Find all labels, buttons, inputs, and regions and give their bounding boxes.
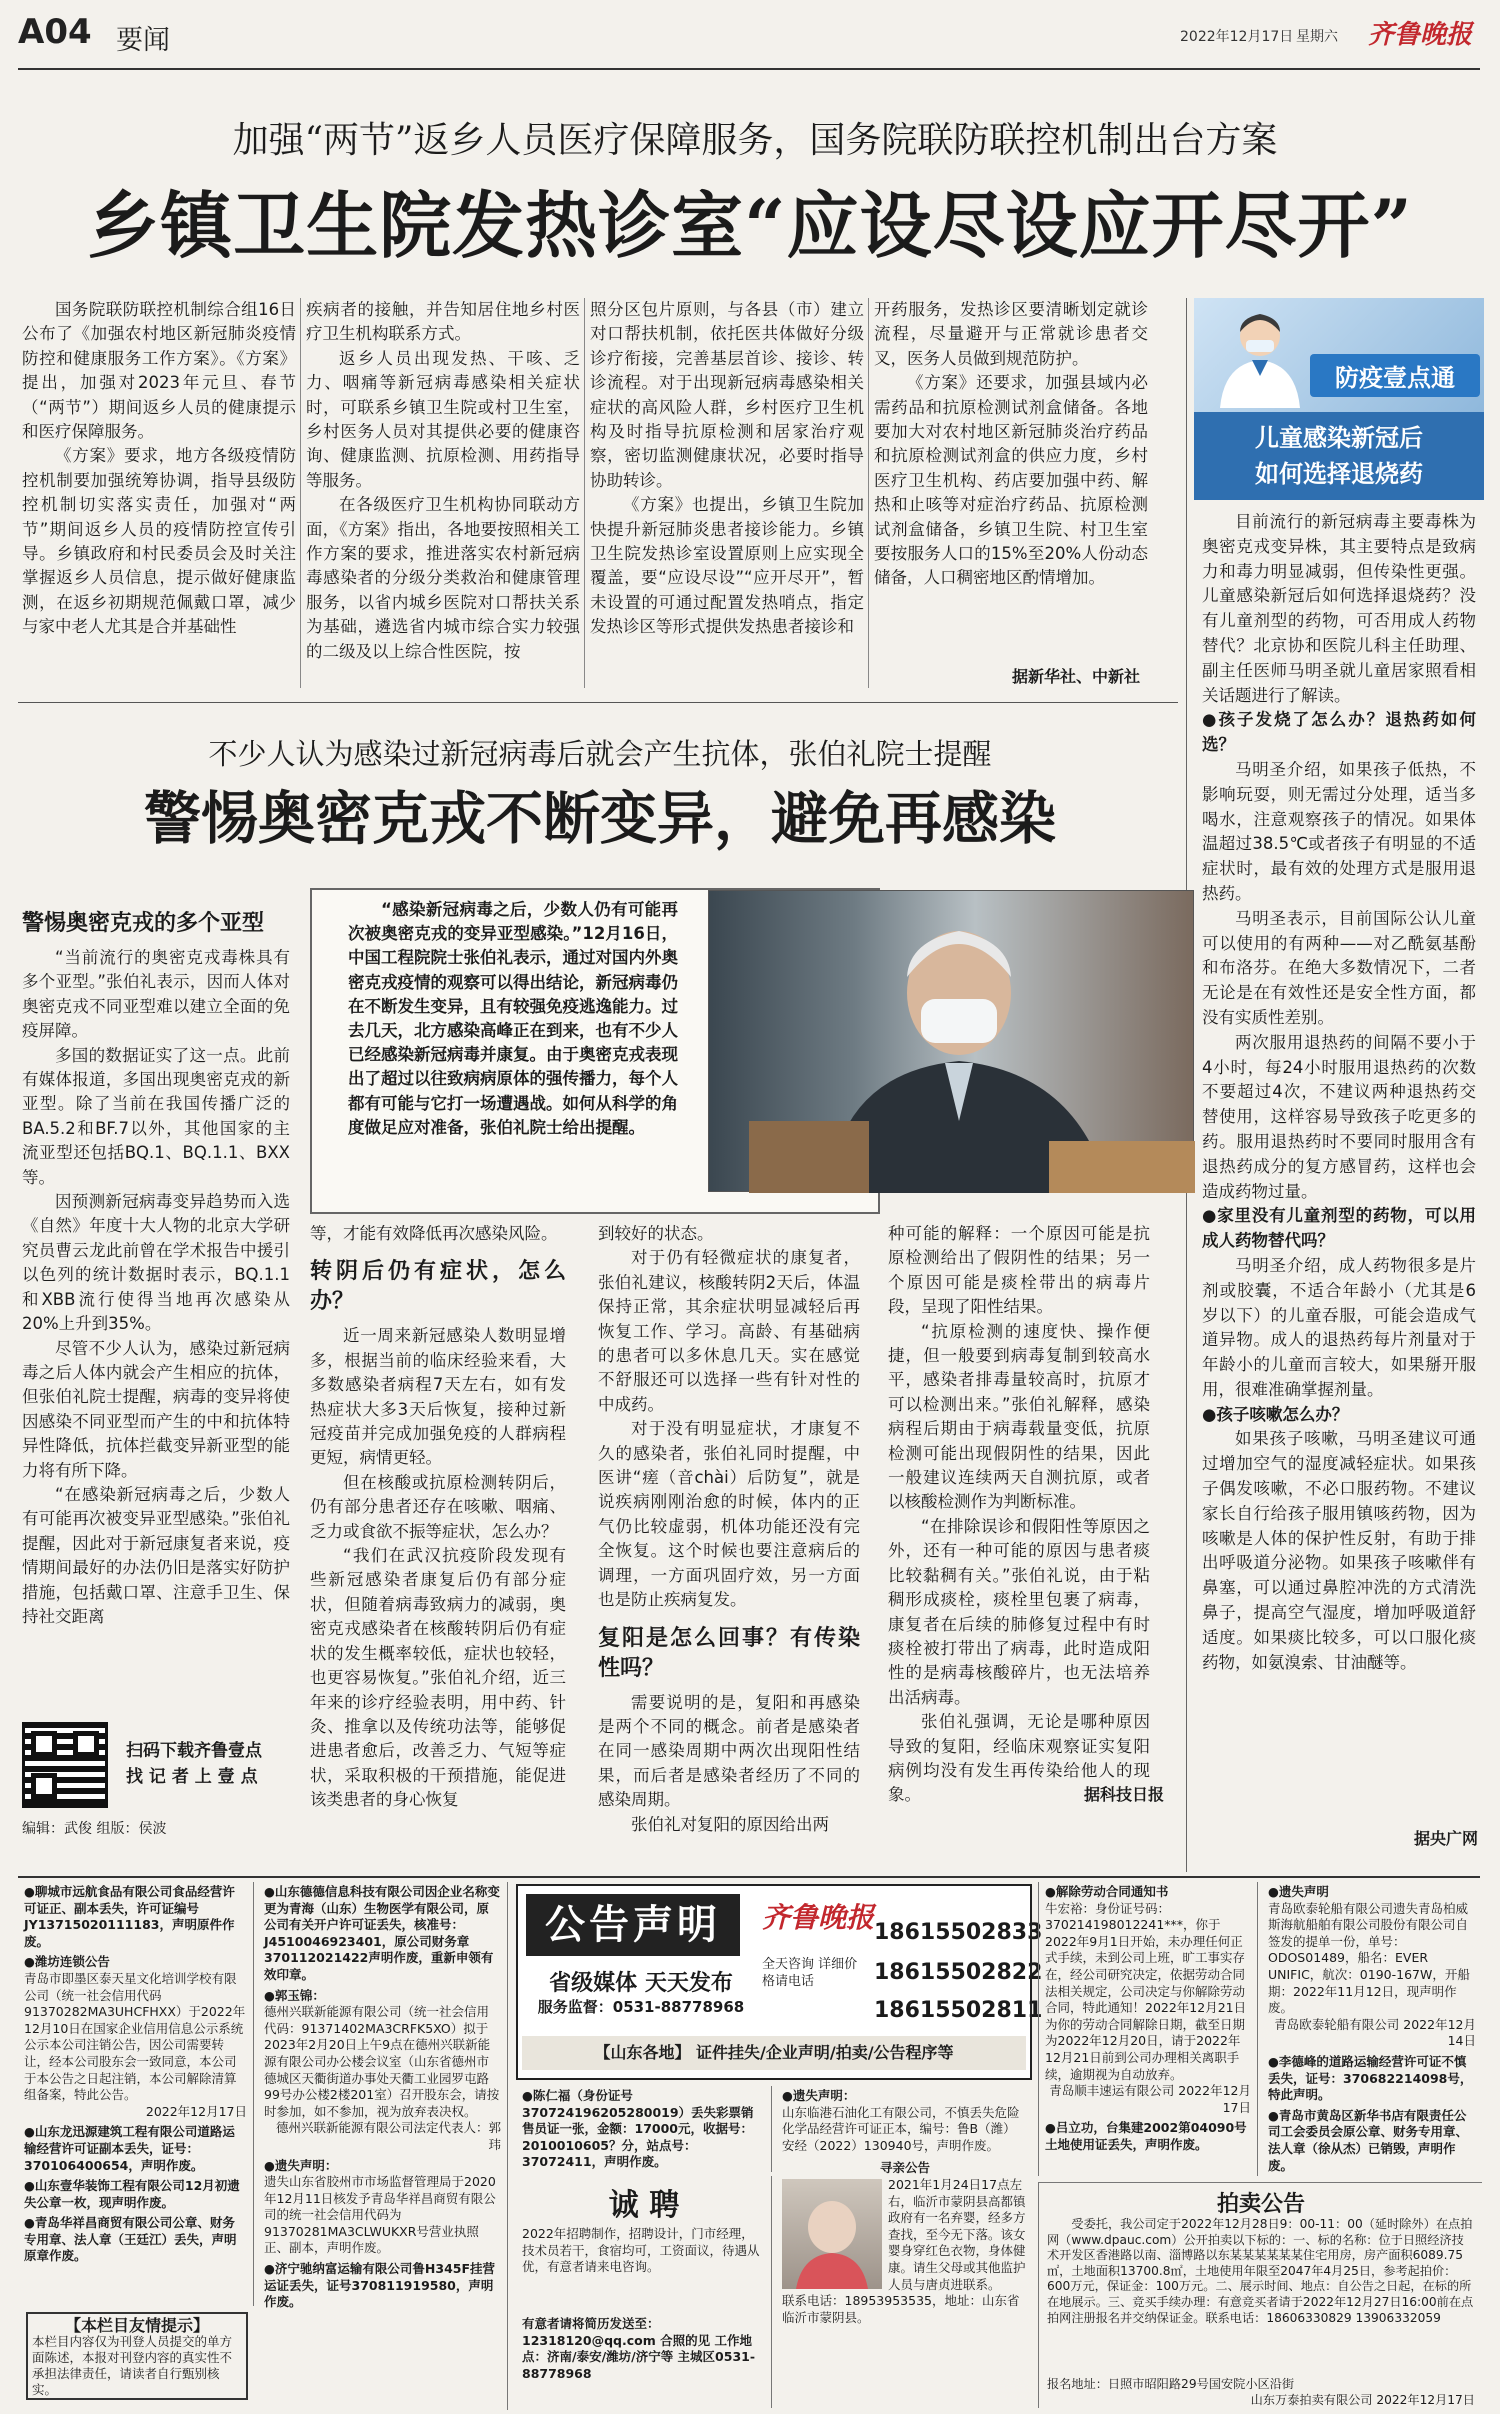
sidebar [1194,298,1484,1872]
editors: 编辑：武俊 组版：侯波 [22,1821,167,1837]
notice-paper-logo: 齐鲁晚报 [762,1901,875,1934]
lead-col-2: 疾病者的接触，并告知居住地乡村医疗卫生机构联系方式。 返乡人员出现发热、干咳、乏力、咽痛等新冠病毒感染相关症状时，可联系乡镇卫生院或村卫生室，乡村医务人员对其提供必要的健康咨询、健康监测、抗原检测、用药指导等服务。 在各级医疗卫生机构协同联动方面，《方案》指出，各地要按照相关工作方案的要求，推进落实农村新冠病毒感染者的分级分类救治和健康管理服务，以省内城乡医院对口帮扶关系为基础，遴选省内城市综合实力较强的二级及以上综合性医院，按 [306,300,580,661]
notice-phone-2[interactable]: 18615502822 [874,1960,1043,1985]
missing-child-photo [782,2179,882,2289]
qr-caption: 扫码下载齐鲁壹点 找 记 者 上 壹 点 [126,1741,262,1787]
second-col-3: 到较好的状态。 对于仍有轻微症状的康复者，张伯礼建议，核酸转阴2天后，体温保持正常，其余症状明显减轻后再恢复工作、学习。高龄、有基础病的患者可以多休息几天。实在感觉不舒服还可以选择一些有针对性的中成药。 对于没有明显症状，才康复不久的感染者，张伯礼同时提醒，中医讲“瘥（音chài）后防复”，就是说疾病刚刚治愈的时候，体内的正气仍比较虚弱，机体功能还没有完全恢复。这个时候也要注意病后的调理，一方面巩固疗效，另一方面也是防止疾病复发。 复阳是怎么回事？有传染性吗？ 需要说明的是，复阳和再感染是两个不同的概念。前者是感染者在同一感染周期中两次出现阳性结果，而后者是感染者经历了不同的感染周期。 张伯礼对复阳的原因给出两 [598,1224,860,1834]
ads-col-2: ●山东德德信息科技有限公司因企业名称变更为青海（山东）生物医学有限公司，原公司有关开户许可证丢失，核准号：J4510046923401，原公司财务章370112021422声明作废，重新申领有效印章。 ●郭玉锦： 德州兴联新能源有限公司（统一社会信用代码：91371402MA3CRFK5XO）拟于2023年2月20日上午9点在德州兴联新能源有限公司办公楼会议室（山东省德州市德城区天衢街道办事处天衢工业园罗屯路99号办公楼2楼201室）召开股东会，请按时参加，如不参加，视为放弃表决权。 德州兴联新能源有限公司法定代表人：郭玮 ●遗失声明： 遗失山东省胶州市市场监督管理局于2020年12月11日核发予青岛华祥昌商贸有限公司的统一社会信用代码为91370281MA3CLWUKXR号营业执照正、副本，声明作废。 ●济宁驰纳富运输有限公司鲁H345F挂营运证丢失，证号370811919580，声明作废。 [258,1882,508,2410]
notice-phone-1[interactable]: 18615502833 [874,1920,1043,1945]
sidebar-banner [1194,298,1484,412]
notice-slogan-2: 全天咨询 详细价格请电话 [762,1957,858,1989]
second-col-2: 等，才能有效降低再次感染风险。 转阴后仍有症状，怎么办？ 近一周来新冠感染人数明显增多，根据当前的临床经验来看，大多数感染者病程7天左右，如有发热症状大多3天后恢复，接种过新冠疫苗并完成加强免疫的人群病程更短，病情更轻。 但在核酸或抗原检测转阴后，仍有部分患者还存在咳嗽、咽痛、乏力或食欲不振等症状，怎么办？ “我们在武汉抗疫阶段发现有些新冠感染者康复后仍有部分症状，但随着病毒致病力的减弱，奥密克戎感染者在核酸转阴后仍有症状的发生概率较低，症状也较轻，也更容易恢复。”张伯礼介绍，近三年来的诊疗经验表明，用中药、针灸、推拿以及传统功法等，能够促进患者愈后，改善乏力、气短等症状，采取积极的干预措施，能促进该类患者的身心恢复 [310,1224,566,1810]
second-credit: 据科技日报 [1083,1785,1164,1804]
lead-col-4: 开药服务，发热诊区要清晰划定就诊流程，尽量避开与正常就诊患者交叉，医务人员做到规范防护。 《方案》还要求，加强县域内必需药品和抗原检测试剂盒储备。各地要加大对农村地区新冠肺炎治疗药品和抗原检测试剂盒的供应力度，乡村医疗卫生机构、药店要加强中药、解热和止咳等对症治疗药品、抗原检测试剂盒储备，乡镇卫生院、村卫生室要按服务人口的15%至20%人份动态储备，人口稠密地区酌情增加。 [874,300,1148,588]
lead-col-1: 国务院联防联控机制综合组16日公布了《加强农村地区新冠肺炎疫情防控和健康服务工作方案》。《方案》提出，加强对2023年元旦、春节（“两节”）期间返乡人员的健康提示和医疗保障服务。 《方案》要求，地方各级疫情防控机制要加强统筹协调，指导县级防控机制切实落实责任，加强对“两节”期间返乡人员的疫情防控宣传引导。乡镇政府和村民委员会及时关注掌握返乡人员信息，提示做好健康监测，在返乡初期规范佩戴口罩，减少与家中老人尤其是合并基础性 [22,300,296,637]
auction-title: 拍卖公告 [1216,2191,1305,2217]
sidebar-banner-title: 防疫壹点通 [1310,354,1480,397]
person-photo-icon [709,891,1195,1193]
recruit-contact: 有意者请将简历发送至：12318120@qq.com 合照的见 工作地点：济南/泰安/潍坊/济宁等 主城区0531-88778968 [522,2316,756,2381]
sidebar-title: 儿童感染新冠后 如何选择退烧药 [1194,412,1484,500]
lead-kicker: 加强“两节”返乡人员医疗保障服务，国务院联防联控机制出台方案 [232,120,1278,161]
ads-col-5: ●解除劳动合同通知书 牛宏裕：身份证号码：370214198012241***，你于2022年9月1日开始，未办理任何正式手续，未到公司上班，旷工事实存在，经公司研究决定，依据劳动合同法相关规定，公司决定与你解除劳动合同，特此通知！2022年12月21日为你的劳动合同解除日期，截至日期为2022年12月20日，请于2022年12月21日前到公司办理相关离职手续，逾期视为自动放弃。 青岛顺丰速运有限公司 2022年12月17日 ●吕立功，台集建2002第04090号土地使用证丢失，声明作废。 [1038,1882,1258,2176]
photo-zhang-boli [708,890,1194,1192]
ads-col-6: ●遗失声明 青岛欧泰轮船有限公司遗失青岛柏威斯海航船舶有限公司股份有限公司自签发的提单一份，单号：ODOS01489，船名：EVER UNIFIC，航次：0190-167W，开船期：2022年11月12日，现声明作废。 青岛欧泰轮船有限公司 2022年12月14日 ●李德峰的道路运输经营许可证不慎丢失，证号：370682214098号，特此声明。 ●青岛市黄岛区新华书店有限责任公司工会委员会原公章、财务专用章、法人章（徐从杰）已销毁，声明作废。 [1268,1884,1476,2173]
ads-col-1: ●聊城市远航食品有限公司食品经营许可证正、副本丢失，许可证编号JY13715020111183，声明原件作废。 ●潍坊连锁公告 青岛市即墨区泰天星文化培训学校有限公司（统一社会信用代码91370282MA3UHCFHXX）于2022年12月10日在国家企业信用信息公示系统公示本公司注销公告，因公司需要转让，经本公司股东会一致同意，本公司于本公告之日起注销，本公司解除清算组备案，特此公告。 2022年12月17日 ●山东龙迅源建筑工程有限公司道路运输经营许可证副本丢失，证号：370106400654，声明作废。 ●山东壹华装饰工程有限公司12月初遗失公章一枚，现声明作废。 ●青岛华祥昌商贸有限公司公章、财务专用章、法人章（王廷江）丢失，声明原章作废。 [18,1882,254,2306]
lead-headline: 乡镇卫生院发热诊室“应设尽设应开尽开” [87,183,1413,268]
recruit-title: 诚 聘 [608,2188,680,2223]
auction-box [1038,2182,1482,2408]
lead-col-3: 照分区包片原则，与各县（市）建立对口帮扶机制，依托医共体做好分级诊疗衔接，完善基层首诊、接诊、转诊流程。对于出现新冠病毒感染相关症状的高风险人群，乡村医疗卫生机构及时指导抗原检测和居家治疗观察，密切监测健康状况，必要时指导协助转诊。 《方案》也提出，乡镇卫生院加快提升新冠肺炎患者接诊能力。乡镇卫生院发热诊室设置原则上应实现全覆盖，要“应设尽设”“应开尽开”，暂未设置的可通过配置发热哨点，指定发热诊区等形式提供发热患者接诊和 [590,300,864,637]
qr-code[interactable] [22,1722,108,1808]
sidebar-credit: 据央广网 [1413,1829,1478,1848]
notice-box: 【本栏目友情提示】 本栏目内容仅为刊登人员提交的单方面陈述，本报对刊登内容的真实性不承担法律责任，请读者自行甄别核实。 [26,2312,248,2400]
recruit-box [516,2176,772,2408]
page-number: A04 [18,12,92,52]
ads-col-4: ●遗失声明： 山东临港石油化工有限公司，不慎丢失危险化学品经营许可证正本，编号：鲁B（潍）安经（2022）130940号，声明作废。 寻亲公告 2021年1月24日17点左右，临沂市蒙阴县高都镇政府有一名弃婴，经多方查找，至今无下落。该女婴身穿红色衣物，身体健康。请生父母或其他监护人员与唐贞进联系。 联系电话：18953953535，地址：山东省临沂市蒙阴县。 [782,2088,1026,2325]
notice-slogan-1: 省级媒体 天天发布 [549,1971,733,1996]
sidebar-body: 目前流行的新冠病毒主要毒株为奥密克戎变异株，其主要特点是致病力和毒力明显减弱，但传染性更强。儿童感染新冠后如何选择退烧药？没有儿童剂型的药物，可否用成人药物替代？北京协和医院儿科主任助理、副主任医师马明圣就儿童居家照看相关话题进行了解读。 ●孩子发烧了怎么办？退热药如何选？ 马明圣介绍，如果孩子低热，不影响玩耍，则无需过分处理，适当多喝水，注意观察孩子的情况。如果体温超过38.5℃或者孩子有明显的不适症状时，最有效的处理方式是服用退热药。 马明圣表示，目前国际公认儿童可以使用的有两种——对乙酰氨基酚和布洛芬。在绝大多数情况下，二者无论是在有效性还是安全性方面，都没有实质性差别。 两次服用退热药的间隔不要小于4小时，每24小时服用退热药的次数不要超过4次，不建议两种退热药交替使用，这样容易导致孩子吃更多的药。服用退热药时不要同时服用含有退热药成分的复方感冒药，这样也会造成药物过量。 ●家里没有儿童剂型的药物，可以用成人药物替代吗？ 马明圣介绍，成人药物很多是片剂或胶囊，不适合年龄小（尤其是6岁以下）的儿童吞服，可能会造成气道异物。成人的退热药每片剂量对于年龄小的儿童而言较大，如果掰开服用，很难准确掌握剂量。 ●孩子咳嗽怎么办？ 如果孩子咳嗽，马明圣建议可通过增加空气的湿度减轻症状。如果孩子偶发咳嗽，不必口服药物。不建议家长自行给孩子服用镇咳药物，因为咳嗽是人体的保护性反射，有助于排出呼吸道分泌物。如果孩子咳嗽伴有鼻塞，可以通过鼻腔冲洗的方式清洗鼻子，提高空气湿度，增加呼吸道舒适度。如果痰比较多，可以口服化痰药物，如氨溴索、甘油醚等。 [1202,512,1476,1672]
issue-date: 2022年12月17日 [1180,29,1294,45]
second-kicker: 不少人认为感染过新冠病毒后就会产生抗体，张伯礼院士提醒 [208,737,992,771]
notice-title: 公告声明 [526,1894,740,1956]
ads-col-3: ●陈仁福（身份证号370724196205280019）丢失彩票销售员证一张，金额：17000元，收据号：2010010605？分，站点号：37072411，声明作废。 [516,2086,772,2172]
second-col-4: 种可能的解释：一个原因可能是抗原检测给出了假阴性的结果；另一个原因可能是痰栓带出的病毒片段，呈现了阳性结果。 “抗原检测的速度快、操作便捷，但一般要到病毒复制到较高水平，感染者排毒量较高时，抗原才可以检测出来。”张伯礼解释，感染病程后期由于病毒载量变低，抗原检测可能出现假阴性的结果，因此一般建议连续两天自测抗原，或者以核酸检测作为判断标准。 “在排除误诊和假阳性等原因之外，还有一种可能的原因与患者痰比较黏稠有关。”张伯礼说，由于粘稠形成痰栓，痰栓里包裹了病毒，康复者在后续的肺修复过程中有时痰栓被打带出了病毒，此时造成阳性的是病毒核酸碎片，也无法培养出活病毒。 张伯礼强调，无论是哪种原因导致的复阳，经临床观察证实复阳病例均没有发生再传染给他人的现象。 [888,1224,1150,1805]
notice-phone-3[interactable]: 18615502811 [874,1998,1043,2023]
ads-rule [18,1876,1480,1878]
lead-credit: 据新华社、中新社 [1011,667,1140,686]
auction-signature: 山东万泰拍卖有限公司 2022年12月17日 [1250,2393,1475,2407]
notice-hotline: 服务监督：0531-88778968 [537,1998,745,2016]
auction-address: 报名地址：日照市昭阳路29号国安院小区沿街 [1047,2377,1295,2391]
section-rule [18,702,1178,703]
baby-photo-icon [782,2179,882,2289]
second-col-1: 警惕奥密克戎的多个亚型 “当前流行的奥密克戎毒株具有多个亚型。”张伯礼表示，因而人体对奥密克戎不同亚型难以建立全面的免疫屏障。 多国的数据证实了这一点。此前有媒体报道，多国出现奥密克戎的新亚型。除了当前在我国传播广泛的BA.5.2和BF.7以外，其他国家的主流亚型还包括BQ.1、BQ.1.1、BXX等。 因预测新冠病毒变异趋势而入选《自然》年度十大人物的北京大学研究员曹云龙此前曾在学术报告中援引以色列的统计数据时表示，BQ.1.1和XBB流行使得当地再次感染从20%上升到35%。 尽管不少人认为，感染过新冠病毒之后人体内就会产生相应的抗体，但张伯礼院士提醒，病毒的变异将使因感染不同亚型而产生的中和抗体特异性降低，抗体拦截变异新亚型的能力将有所下降。 “在感染新冠病毒之后，少数人有可能再次被变异亚型感染。”张伯礼提醒，因此对于新冠康复者来说，疫情期间最好的办法仍旧是落实好防护措施，包括戴口罩、注意手卫生、保持社交距离 [22,910,290,1626]
masthead-rule [18,68,1480,70]
paper-logo: 齐鲁晚报 [1368,20,1473,50]
doctor-illustration-icon [1200,302,1320,408]
auction-text: 受委托，我公司定于2022年12月28日9：00-11：00（延时除外）在点拍网（www.dpauc.com）公开拍卖以下标的：一、标的名称：位于日照经济技术开发区香港路以南、淄博路以东某某某某某某住宅用房，房产面积6089.75㎡，土地面积13700.8㎡，土地使用年限至2047年4月25日，参考起拍价：600万元，保证金：100万元。二、展示时间、地点：自公告之日起，在标的所在地展示。三、竞买手续办理：有意竞买者请于2022年12月27日16:00前在点拍网注册报名并交纳保证金。联系电话：18606330829 13906332059 [1047,2217,1474,2325]
section-name: 要闻 [116,25,170,56]
lead-box-text: “感染新冠病毒之后，少数人仍有可能再次被奥密克戎的变异亚型感染。”12月16日，中国工程院院士张伯礼表示，通过对国内外奥密克戎疫情的观察可以得出结论，新冠病毒仍在不断发生变异，且有较强免疫逃逸能力。过去几天，北方感染高峰正在到来，也有不少人已经感染新冠病毒并康复。由于奥密克戎表现出了超过以往致病病原体的强传播力，每个人都有可能与它打一场遭遇战。如何从科学的角度做足应对准备，张伯礼院士给出提醒。 [348,900,678,1137]
notice-services: 【山东各地】 证件挂失/企业声明/拍卖/公告程序等 [522,2036,1026,2070]
recruit-text: 2022年招聘制作，招聘设计，门市经理，技术员若干，食宿均可，工资面议，待遇从优，有意者请来电咨询。 [522,2226,760,2275]
issue-weekday: 星期六 [1296,29,1338,45]
second-headline: 警惕奥密克戎不断变异，避免再感染 [144,785,1056,852]
masthead [0,0,1500,66]
notice-banner [516,1884,1043,2080]
